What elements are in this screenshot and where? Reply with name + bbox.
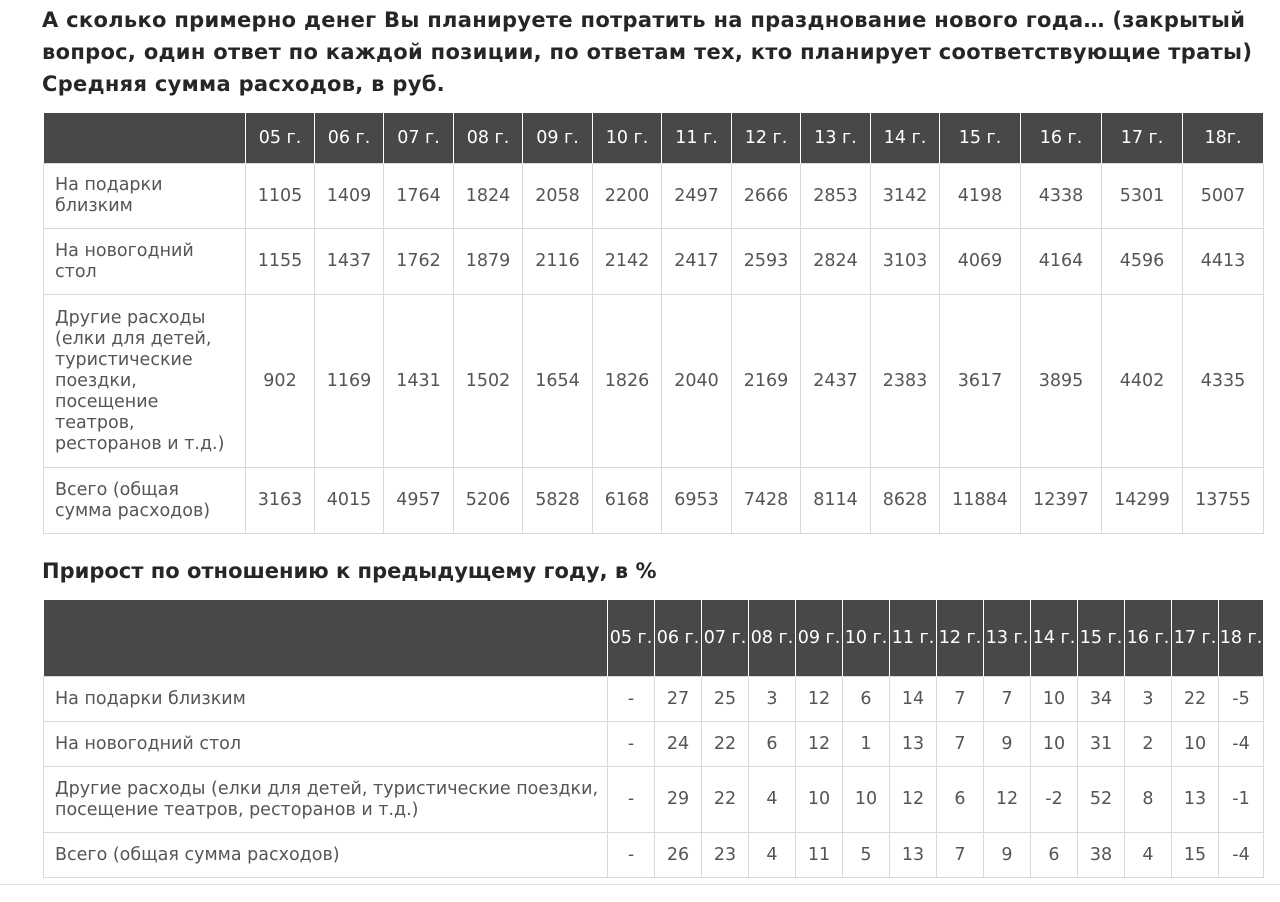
- header-cell: 05 г.: [246, 113, 315, 164]
- table-cell: 4338: [1021, 164, 1102, 229]
- table-cell: 27: [655, 677, 702, 722]
- header-cell: 09 г.: [796, 600, 843, 677]
- table-cell: 25: [702, 677, 749, 722]
- table-cell: 4402: [1102, 295, 1183, 468]
- table-cell: 3895: [1021, 295, 1102, 468]
- table-cell: -1: [1219, 767, 1264, 833]
- title-line-2: вопрос, один ответ по каждой позиции, по ответам тех, кто планирует соответствующие траты): [42, 40, 1253, 64]
- table-row: [44, 468, 1264, 534]
- table-cell: 2169: [732, 295, 801, 468]
- table-cell: 1764: [384, 164, 454, 229]
- table-cell: 2040: [662, 295, 732, 468]
- header-cell: 14 г.: [1031, 600, 1078, 677]
- table-cell: 4335: [1183, 295, 1264, 468]
- table-cell: 2142: [593, 229, 662, 295]
- table-cell: 6: [1031, 833, 1078, 878]
- header-cell: [44, 600, 608, 677]
- header-cell: 18 г.: [1219, 600, 1264, 677]
- table-cell: 2593: [732, 229, 801, 295]
- table-cell: 2116: [523, 229, 593, 295]
- table-cell: 22: [1172, 677, 1219, 722]
- table-cell: 4: [749, 767, 796, 833]
- table-cell: 12: [796, 722, 843, 767]
- row-label: На подарки близким: [44, 677, 608, 722]
- table-cell: 5301: [1102, 164, 1183, 229]
- table-cell: 4: [1125, 833, 1172, 878]
- table-cell: 4198: [940, 164, 1021, 229]
- table-cell: 11: [796, 833, 843, 878]
- table-header-row: [44, 600, 1264, 677]
- table-cell: 38: [1078, 833, 1125, 878]
- header-cell: 09 г.: [523, 113, 593, 164]
- table-cell: 8628: [871, 468, 940, 534]
- table-cell: 13: [890, 833, 937, 878]
- header-cell: [44, 113, 246, 164]
- table-cell: 6: [749, 722, 796, 767]
- table-cell: 10: [796, 767, 843, 833]
- table-cell: -4: [1219, 722, 1264, 767]
- section-subtitle: Прирост по отношению к предыдущему году, в %: [42, 559, 657, 583]
- table-cell: 2437: [801, 295, 871, 468]
- table-cell: 1409: [315, 164, 384, 229]
- header-cell: 13 г.: [984, 600, 1031, 677]
- table-cell: 2666: [732, 164, 801, 229]
- table-cell: 3163: [246, 468, 315, 534]
- table-cell: 8114: [801, 468, 871, 534]
- header-cell: 10 г.: [843, 600, 890, 677]
- table-cell: 4957: [384, 468, 454, 534]
- table-cell: 23: [702, 833, 749, 878]
- table-row: [44, 164, 1264, 229]
- table-cell: 12: [796, 677, 843, 722]
- table-cell: 4015: [315, 468, 384, 534]
- table-cell: 2383: [871, 295, 940, 468]
- row-label: Всего (общая сумма расходов): [44, 833, 608, 878]
- table-cell: 5007: [1183, 164, 1264, 229]
- header-cell: 17 г.: [1102, 113, 1183, 164]
- table-cell: 10: [1172, 722, 1219, 767]
- header-cell: 13 г.: [801, 113, 871, 164]
- table-cell: 2200: [593, 164, 662, 229]
- title-line-3: Средняя сумма расходов, в руб.: [42, 72, 445, 96]
- header-cell: 12 г.: [732, 113, 801, 164]
- row-label: На подарки близким: [44, 164, 246, 229]
- table-cell: 1: [843, 722, 890, 767]
- table-cell: 52: [1078, 767, 1125, 833]
- table-cell: 2853: [801, 164, 871, 229]
- header-cell: 10 г.: [593, 113, 662, 164]
- header-cell: 18г.: [1183, 113, 1264, 164]
- table-cell: 24: [655, 722, 702, 767]
- header-cell: 14 г.: [871, 113, 940, 164]
- table-cell: 7428: [732, 468, 801, 534]
- table-cell: 3: [1125, 677, 1172, 722]
- table-cell: 1155: [246, 229, 315, 295]
- table-row: [44, 295, 1264, 468]
- header-cell: 17 г.: [1172, 600, 1219, 677]
- table-cell: 9: [984, 722, 1031, 767]
- table-cell: 34: [1078, 677, 1125, 722]
- header-cell: 07 г.: [702, 600, 749, 677]
- table-cell: 3103: [871, 229, 940, 295]
- header-cell: 16 г.: [1125, 600, 1172, 677]
- table-cell: -2: [1031, 767, 1078, 833]
- header-cell: 05 г.: [608, 600, 655, 677]
- table-cell: 9: [984, 833, 1031, 878]
- header-cell: 11 г.: [662, 113, 732, 164]
- table-cell: 15: [1172, 833, 1219, 878]
- table-cell: 1431: [384, 295, 454, 468]
- table-cell: 6168: [593, 468, 662, 534]
- table-cell: 10: [1031, 677, 1078, 722]
- table-cell: 5828: [523, 468, 593, 534]
- page-title: [42, 4, 1267, 100]
- growth-table: [43, 600, 1264, 878]
- table-cell: 4164: [1021, 229, 1102, 295]
- header-cell: 12 г.: [937, 600, 984, 677]
- table-cell: 12397: [1021, 468, 1102, 534]
- table-cell: 1105: [246, 164, 315, 229]
- table-cell: 7: [937, 833, 984, 878]
- table-cell: 1437: [315, 229, 384, 295]
- table-cell: 13: [890, 722, 937, 767]
- header-cell: 06 г.: [655, 600, 702, 677]
- table-cell: 14299: [1102, 468, 1183, 534]
- table-cell: 13: [1172, 767, 1219, 833]
- table-row: [44, 833, 1264, 878]
- table-cell: 2497: [662, 164, 732, 229]
- table-cell: 2417: [662, 229, 732, 295]
- table-cell: 3: [749, 677, 796, 722]
- table-cell: -4: [1219, 833, 1264, 878]
- table-cell: 31: [1078, 722, 1125, 767]
- header-cell: 07 г.: [384, 113, 454, 164]
- header-cell: 16 г.: [1021, 113, 1102, 164]
- table-cell: 7: [937, 722, 984, 767]
- row-label: Другие расходы (елки для детей, туристические поездки, посещение театров, ресторанов и т.д.): [44, 295, 246, 468]
- table-cell: 22: [702, 722, 749, 767]
- table-cell: 10: [843, 767, 890, 833]
- table-cell: 4413: [1183, 229, 1264, 295]
- table-row: [44, 722, 1264, 767]
- table-header-row: [44, 113, 1264, 164]
- table-cell: 6: [843, 677, 890, 722]
- table-cell: 1826: [593, 295, 662, 468]
- table-cell: 7: [937, 677, 984, 722]
- table-cell: 26: [655, 833, 702, 878]
- table-cell: 13755: [1183, 468, 1264, 534]
- row-label: На новогодний стол: [44, 722, 608, 767]
- header-cell: 15 г.: [1078, 600, 1125, 677]
- table-cell: 6: [937, 767, 984, 833]
- table-cell: 2824: [801, 229, 871, 295]
- table-cell: 4069: [940, 229, 1021, 295]
- table-cell: 1762: [384, 229, 454, 295]
- table-cell: 22: [702, 767, 749, 833]
- header-cell: 08 г.: [454, 113, 523, 164]
- table-row: [44, 767, 1264, 833]
- title-line-1: А сколько примерно денег Вы планируете потратить на празднование нового года… (закрытый: [42, 8, 1246, 32]
- table-cell: 1169: [315, 295, 384, 468]
- table-row: [44, 229, 1264, 295]
- table-cell: 4596: [1102, 229, 1183, 295]
- table-cell: 2: [1125, 722, 1172, 767]
- table-cell: 5206: [454, 468, 523, 534]
- table-cell: 1824: [454, 164, 523, 229]
- header-cell: 08 г.: [749, 600, 796, 677]
- row-label: На новогодний стол: [44, 229, 246, 295]
- header-cell: 11 г.: [890, 600, 937, 677]
- table-row: [44, 677, 1264, 722]
- row-label: Другие расходы (елки для детей, туристические поездки, посещение театров, ресторанов и т.д.): [44, 767, 608, 833]
- table-cell: 7: [984, 677, 1031, 722]
- table-cell: 12: [984, 767, 1031, 833]
- table-cell: 10: [1031, 722, 1078, 767]
- table-cell: -: [608, 833, 655, 878]
- table-cell: 1879: [454, 229, 523, 295]
- table-cell: 11884: [940, 468, 1021, 534]
- table-cell: 902: [246, 295, 315, 468]
- header-cell: 15 г.: [940, 113, 1021, 164]
- table-cell: -5: [1219, 677, 1264, 722]
- table-cell: 3617: [940, 295, 1021, 468]
- spending-table: [43, 113, 1264, 534]
- table-cell: 8: [1125, 767, 1172, 833]
- table-cell: 6953: [662, 468, 732, 534]
- row-label: Всего (общая сумма расходов): [44, 468, 246, 534]
- table-cell: 14: [890, 677, 937, 722]
- table-cell: 4: [749, 833, 796, 878]
- table-cell: -: [608, 722, 655, 767]
- table-cell: -: [608, 767, 655, 833]
- table-cell: 29: [655, 767, 702, 833]
- table-cell: 3142: [871, 164, 940, 229]
- table-cell: -: [608, 677, 655, 722]
- table-cell: 1654: [523, 295, 593, 468]
- divider: [0, 884, 1280, 885]
- table-cell: 1502: [454, 295, 523, 468]
- header-cell: 06 г.: [315, 113, 384, 164]
- table-cell: 5: [843, 833, 890, 878]
- table-cell: 12: [890, 767, 937, 833]
- table-cell: 2058: [523, 164, 593, 229]
